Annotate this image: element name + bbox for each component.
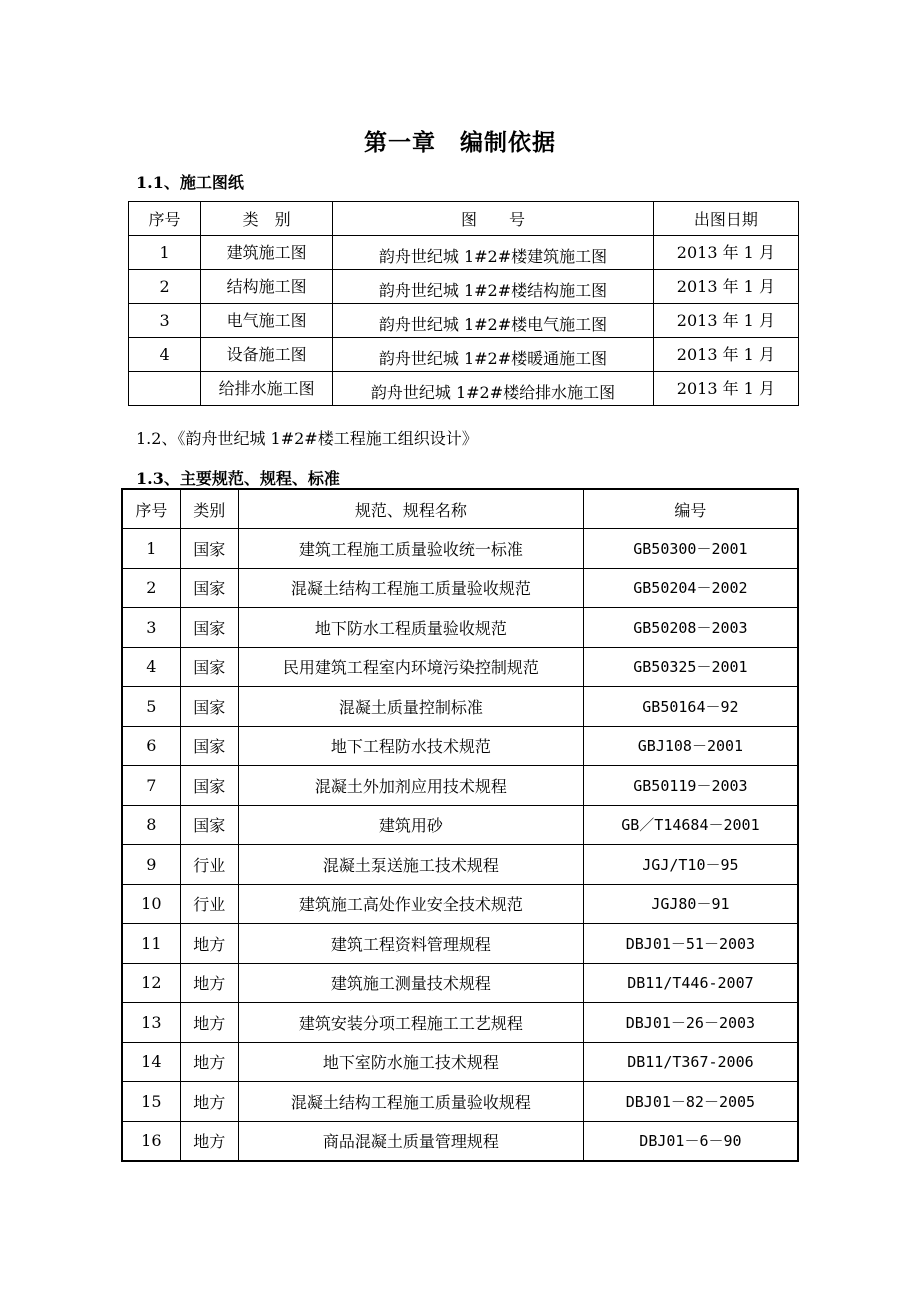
standard-code: GB50300－2001 [583,529,798,569]
standard-name: 民用建筑工程室内环境污染控制规范 [238,647,583,687]
table-row [122,1082,798,1122]
standard-code: JGJ80－91 [583,884,798,924]
row-number: 2 [122,568,180,608]
table-row [122,647,798,687]
drawing-date: 2013 年 1 月 [653,304,798,338]
standard-name: 建筑用砂 [238,805,583,845]
chapter-title: 第一章 编制依据 [364,129,556,156]
drawing-date: 2013 年 1 月 [653,372,798,406]
standard-type: 地方 [180,1121,238,1161]
section-heading-drawings: 1.1、施工图纸 [136,173,244,192]
drawing-date: 2013 年 1 月 [653,270,798,304]
header-cell: 类 别 [201,202,333,236]
table-row [122,568,798,608]
table-row [129,270,799,304]
row-number: 7 [122,766,180,806]
standard-code: DB11/T446-2007 [583,963,798,1003]
standard-type: 国家 [180,726,238,766]
standard-code: DBJ01－26－2003 [583,1003,798,1043]
standard-name: 混凝土外加剂应用技术规程 [238,766,583,806]
header-cell: 规范、规程名称 [238,489,583,529]
drawing-category: 设备施工图 [201,338,333,372]
standard-type: 国家 [180,766,238,806]
table-row [129,236,799,270]
row-number: 2 [129,270,201,304]
row-number: 11 [122,924,180,964]
standard-code: DBJ01－82－2005 [583,1082,798,1122]
standard-code: GB50325－2001 [583,647,798,687]
table-header-row [122,489,798,529]
drawing-date: 2013 年 1 月 [653,236,798,270]
table-row [122,608,798,648]
standard-code: GB／T14684－2001 [583,805,798,845]
header-cell: 序号 [122,489,180,529]
drawings-table [128,201,799,406]
table-row [122,963,798,1003]
table-row [122,687,798,727]
standard-type: 国家 [180,568,238,608]
row-number: 10 [122,884,180,924]
drawing-category: 结构施工图 [201,270,333,304]
standard-type: 地方 [180,1042,238,1082]
standards-table [121,488,799,1162]
table-row [122,845,798,885]
standard-code: DB11/T367-2006 [583,1042,798,1082]
standard-type: 国家 [180,647,238,687]
table-row [122,1042,798,1082]
standard-code: GB50208－2003 [583,608,798,648]
standard-type: 国家 [180,805,238,845]
standard-code: GB50119－2003 [583,766,798,806]
header-cell: 图 号 [333,202,653,236]
row-number: 1 [122,529,180,569]
drawing-name: 韵舟世纪城 1#2#楼电气施工图 [333,304,653,338]
standard-code: JGJ/T10－95 [583,845,798,885]
table-row [122,924,798,964]
header-cell: 类别 [180,489,238,529]
standard-code: GB50164－92 [583,687,798,727]
section-heading-construction-design: 1.2、《韵舟世纪城 1#2#楼工程施工组织设计》 [136,429,478,448]
table-row [122,1121,798,1161]
drawing-category: 建筑施工图 [201,236,333,270]
standard-name: 建筑工程资料管理规程 [238,924,583,964]
standard-type: 行业 [180,845,238,885]
row-number: 1 [129,236,201,270]
table-row [122,726,798,766]
standard-type: 行业 [180,884,238,924]
row-number: 4 [122,647,180,687]
standard-name: 建筑施工测量技术规程 [238,963,583,1003]
standard-type: 国家 [180,608,238,648]
standard-name: 混凝土结构工程施工质量验收规程 [238,1082,583,1122]
drawing-category: 给排水施工图 [201,372,333,406]
table-row [129,304,799,338]
standard-type: 地方 [180,1003,238,1043]
row-number: 15 [122,1082,180,1122]
table-row [129,338,799,372]
header-cell: 编号 [583,489,798,529]
standard-name: 地下防水工程质量验收规范 [238,608,583,648]
row-number: 4 [129,338,201,372]
drawing-category: 电气施工图 [201,304,333,338]
standard-type: 国家 [180,529,238,569]
standard-name: 混凝土质量控制标准 [238,687,583,727]
standard-name: 商品混凝土质量管理规程 [238,1121,583,1161]
standard-name: 混凝土泵送施工技术规程 [238,845,583,885]
drawing-name: 韵舟世纪城 1#2#楼暖通施工图 [333,338,653,372]
standard-type: 地方 [180,924,238,964]
row-number: 13 [122,1003,180,1043]
standard-name: 混凝土结构工程施工质量验收规范 [238,568,583,608]
table-row [122,529,798,569]
standard-type: 国家 [180,687,238,727]
row-number [129,372,201,406]
standard-type: 地方 [180,963,238,1003]
header-cell: 出图日期 [653,202,798,236]
standard-type: 地方 [180,1082,238,1122]
row-number: 5 [122,687,180,727]
standard-code: DBJ01－51－2003 [583,924,798,964]
row-number: 3 [129,304,201,338]
drawing-date: 2013 年 1 月 [653,338,798,372]
drawing-name: 韵舟世纪城 1#2#楼结构施工图 [333,270,653,304]
row-number: 3 [122,608,180,648]
standard-code: DBJ01－6－90 [583,1121,798,1161]
section-heading-standards: 1.3、主要规范、规程、标准 [136,469,340,488]
row-number: 16 [122,1121,180,1161]
standard-code: GB50204－2002 [583,568,798,608]
standard-name: 建筑施工高处作业安全技术规范 [238,884,583,924]
table-row [122,1003,798,1043]
row-number: 12 [122,963,180,1003]
row-number: 8 [122,805,180,845]
table-header-row [129,202,799,236]
row-number: 14 [122,1042,180,1082]
standard-name: 地下室防水施工技术规程 [238,1042,583,1082]
standard-name: 建筑工程施工质量验收统一标准 [238,529,583,569]
drawing-name: 韵舟世纪城 1#2#楼给排水施工图 [333,372,653,406]
standard-name: 地下工程防水技术规范 [238,726,583,766]
table-row [122,805,798,845]
header-cell: 序号 [129,202,201,236]
table-row [129,372,799,406]
standard-name: 建筑安装分项工程施工工艺规程 [238,1003,583,1043]
drawing-name: 韵舟世纪城 1#2#楼建筑施工图 [333,236,653,270]
table-row [122,766,798,806]
table-row [122,884,798,924]
standard-code: GBJ108－2001 [583,726,798,766]
row-number: 6 [122,726,180,766]
row-number: 9 [122,845,180,885]
